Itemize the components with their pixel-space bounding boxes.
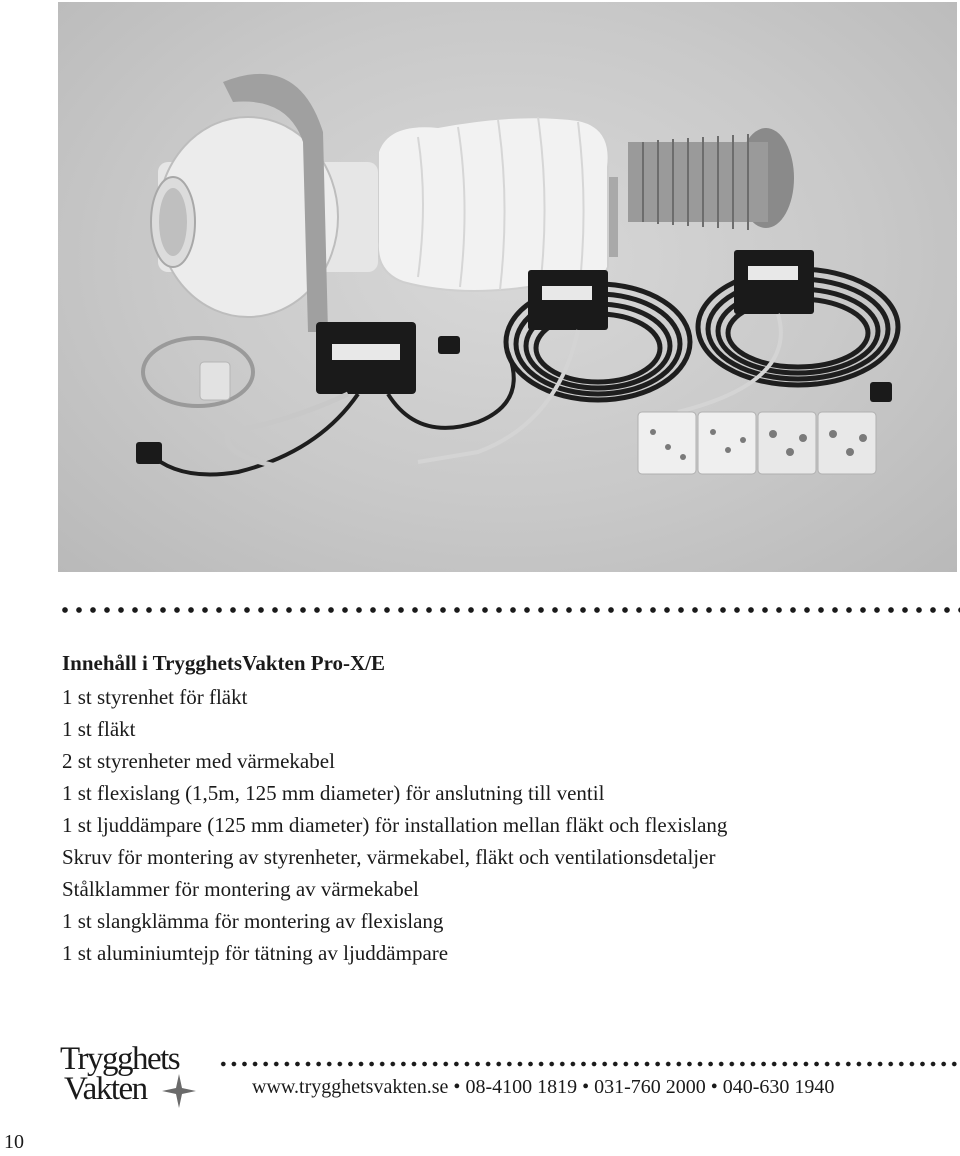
plug	[438, 336, 460, 354]
product-illustration	[58, 2, 957, 572]
list-item: 1 st styrenhet för fläkt	[62, 685, 248, 709]
list-item: 1 st ljuddämpare (125 mm diameter) för installation mellan fläkt och flexislang	[62, 813, 728, 837]
page-number: 10	[4, 1131, 24, 1153]
brand-logo	[60, 1041, 210, 1110]
dotted-divider-footer	[218, 1060, 960, 1068]
contents-heading: Innehåll i TrygghetsVakten Pro-X/E	[62, 651, 386, 675]
contact-line: www.trygghetsvakten.se • 08-4100 1819 • 031-760 2000 • 040-630 1940	[252, 1076, 835, 1098]
contents-section	[62, 648, 942, 969]
logo-line-1: Trygghets	[60, 1041, 180, 1077]
list-item: 2 st styrenheter med värmekabel	[62, 749, 335, 773]
fan-unit	[151, 74, 378, 332]
plug	[136, 442, 162, 464]
contents-list	[62, 681, 942, 969]
list-item: Skruv för montering av styrenheter, värmekabel, fläkt och ventilationsdetaljer	[62, 845, 716, 869]
control-box	[734, 250, 814, 314]
list-item: 1 st aluminiumtejp för tätning av ljuddämpare	[62, 941, 449, 965]
product-photo	[58, 2, 957, 572]
star-icon	[162, 1074, 196, 1108]
list-item: 1 st slangklämma för montering av flexislang	[62, 909, 444, 933]
logo-line-2: Vakten	[64, 1071, 147, 1107]
hose-clamp	[143, 338, 253, 406]
plug	[870, 382, 892, 402]
aluminium-tape	[200, 362, 230, 400]
dotted-divider	[58, 606, 960, 614]
list-item: Stålklammer för montering av värmekabel	[62, 877, 419, 901]
silencer	[358, 117, 618, 291]
flexi-hose	[628, 128, 794, 230]
screw-bags	[638, 412, 876, 474]
list-item: 1 st fläkt	[62, 717, 136, 741]
list-item: 1 st flexislang (1,5m, 125 mm diameter) för anslutning till ventil	[62, 781, 605, 805]
